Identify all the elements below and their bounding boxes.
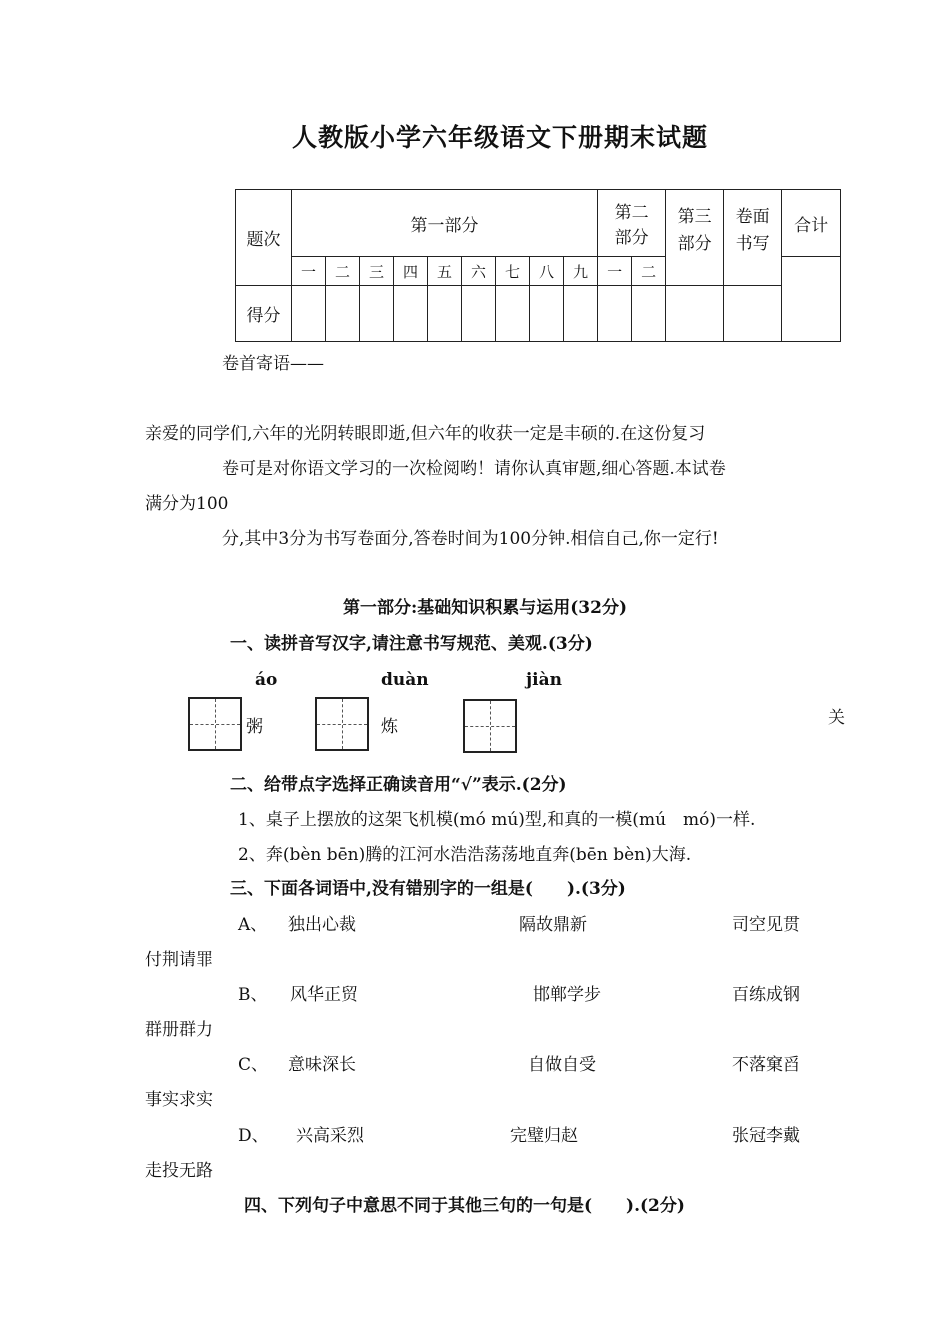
option-word: 司空见贯 [732,915,800,935]
q1-heading: 一、读拼音写汉字,请注意书写规范、美观.(3分) [230,634,593,654]
part2-number: 一 [598,257,632,286]
part1-number: 五 [428,257,462,286]
part1-number: 一 [292,257,326,286]
score-table [235,189,841,342]
score-cell[interactable] [632,286,666,342]
word-suffix: 炼 [381,717,398,737]
writing-grid-box[interactable] [188,697,242,751]
option-word: 邯郸学步 [533,985,601,1005]
score-cell[interactable] [724,286,782,342]
part2-header: 第二 部分 [598,190,666,257]
option-word: 兴高采烈 [296,1126,364,1146]
total-header: 合计 [782,190,841,257]
part1-number: 九 [564,257,598,286]
part1-header: 第一部分 [292,190,598,257]
row-label-score: 得分 [236,286,292,342]
option-word: 群册群力 [145,1020,213,1040]
score-cell[interactable] [360,286,394,342]
score-cell[interactable] [496,286,530,342]
option-word: 意味深长 [288,1055,356,1075]
q2-heading: 二、给带点字选择正确读音用“√”表示.(2分) [230,775,567,795]
option-label[interactable]: A、 [238,915,268,935]
word-suffix: 粥 [246,717,263,737]
part1-number: 六 [462,257,496,286]
option-word: 张冠李戴 [732,1126,800,1146]
preface-line: 亲爱的同学们,六年的光阴转眼即逝,但六年的收获一定是丰硕的.在这份复习 [145,424,706,444]
score-cell[interactable] [564,286,598,342]
option-word: 独出心裁 [288,915,356,935]
handwriting-header: 卷面 书写 [724,190,782,286]
part1-number: 三 [360,257,394,286]
q2-item: 1、桌子上摆放的这架飞机模(mó mú)型,和真的一模(mú mó)一样. [238,810,756,830]
option-word: 付荆请罪 [145,950,213,970]
part1-number: 八 [530,257,564,286]
preface-line: 分,其中3分为书写卷面分,答卷时间为100分钟.相信自己,你一定行! [222,529,719,549]
total-score-cell[interactable] [782,257,841,342]
option-word: 事实求实 [145,1090,213,1110]
pinyin: áo [255,670,278,690]
option-word: 风华正贸 [290,985,358,1005]
q3-heading: 三、下面各词语中,没有错别字的一组是( ).(3分) [230,879,626,899]
score-cell[interactable] [394,286,428,342]
option-word: 隔故鼎新 [519,915,587,935]
writing-grid-box[interactable] [315,697,369,751]
part1-number: 七 [496,257,530,286]
score-cell[interactable] [462,286,496,342]
pinyin: jiàn [526,670,562,690]
part1-number: 四 [394,257,428,286]
option-word: 自做自受 [528,1055,596,1075]
writing-grid-box[interactable] [463,699,517,753]
preface-line: 满分为100 [145,494,229,514]
score-cell[interactable] [292,286,326,342]
part1-number: 二 [326,257,360,286]
word-suffix: 关 [828,708,845,728]
preface-line: 卷可是对你语文学习的一次检阅哟！请你认真审题,细心答题.本试卷 [222,459,726,479]
row-label-questions: 题次 [236,190,292,286]
option-label[interactable]: B、 [238,985,268,1005]
score-cell[interactable] [326,286,360,342]
option-word: 完璧归赵 [510,1126,578,1146]
score-cell[interactable] [598,286,632,342]
q2-item: 2、奔(bèn bēn)腾的江河水浩浩荡荡地直奔(bēn bèn)大海. [238,845,692,865]
page-title: 人教版小学六年级语文下册期末试题 [291,123,708,152]
q4-heading: 四、下列句子中意思不同于其他三句的一句是( ).(2分) [244,1196,685,1216]
option-word: 不落窠舀 [732,1055,800,1075]
pinyin: duàn [381,670,429,690]
part3-header: 第三 部分 [666,190,724,286]
preface-heading: 卷首寄语—— [222,354,324,374]
score-cell[interactable] [530,286,564,342]
score-cell[interactable] [428,286,462,342]
part2-number: 二 [632,257,666,286]
part1-title: 第一部分:基础知识积累与运用(32分) [342,598,628,618]
option-label[interactable]: D、 [238,1126,269,1146]
option-word: 百练成钢 [732,985,800,1005]
option-label[interactable]: C、 [238,1055,269,1075]
option-word: 走投无路 [145,1161,213,1181]
score-cell[interactable] [666,286,724,342]
